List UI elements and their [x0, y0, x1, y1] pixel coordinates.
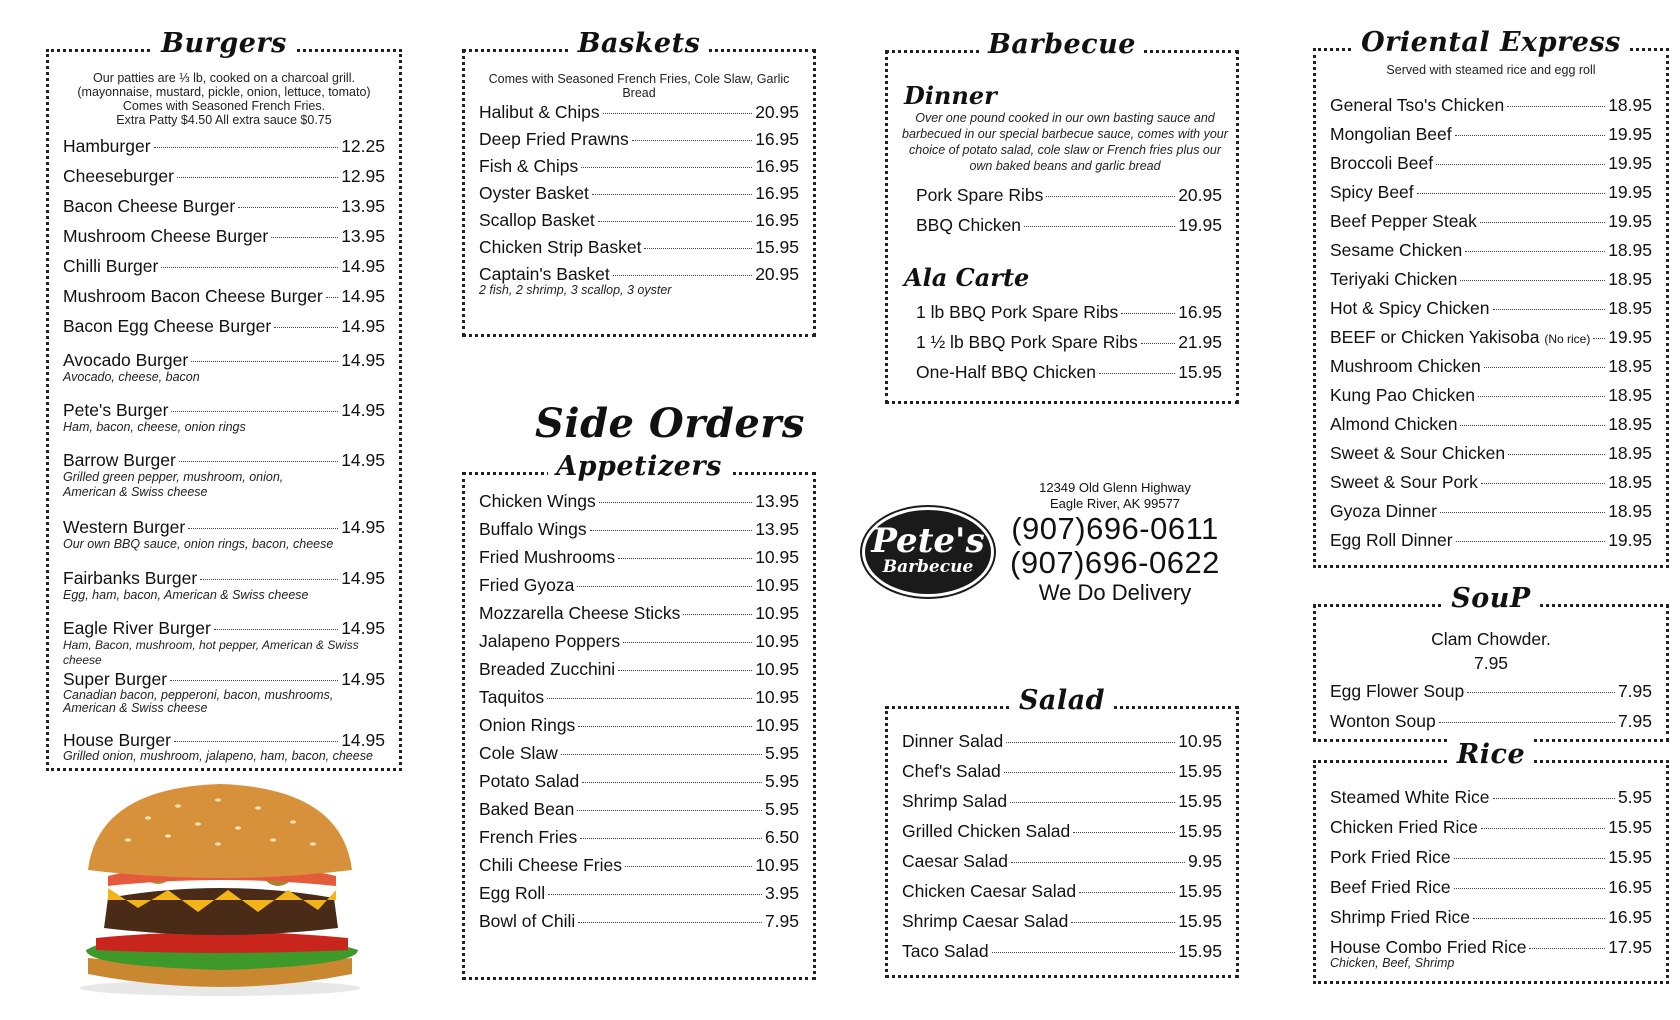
menu-item: BBQ Chicken 19.95 [916, 215, 1222, 235]
menu-item: Sesame Chicken 18.95 [1330, 240, 1652, 260]
dot-leader [581, 167, 752, 168]
dot-leader [154, 147, 339, 148]
dot-leader [1440, 512, 1605, 513]
menu-item: Buffalo Wings 13.95 [479, 519, 799, 539]
appetizers-section [462, 451, 816, 980]
alacarte-heading: Ala Carte [904, 263, 1030, 292]
dot-leader [1481, 483, 1605, 484]
dot-leader [177, 177, 338, 178]
menu-item: Baked Bean 5.95 [479, 799, 799, 819]
dot-leader [618, 670, 752, 671]
dot-leader [683, 614, 752, 615]
dot-leader [578, 922, 762, 923]
menu-item: Mozzarella Cheese Sticks 10.95 [479, 603, 799, 623]
delivery-note: We Do Delivery [1038, 580, 1192, 605]
menu-item: Fried Gyoza 10.95 [479, 575, 799, 595]
menu-item: Bacon Cheese Burger 13.95 [63, 196, 385, 216]
dot-leader [200, 579, 338, 580]
dinner-heading: Dinner [904, 81, 997, 110]
dot-leader [271, 237, 338, 238]
appetizers-title: Appetizers [548, 451, 730, 482]
menu-item: Almond Chicken 18.95 [1330, 414, 1652, 434]
menu-item: Chef's Salad 15.95 [902, 761, 1222, 781]
dot-leader [1141, 343, 1175, 344]
barbecue-title: Barbecue [980, 29, 1144, 60]
item-description: Canadian bacon, pepperoni, bacon, mushrooms, [63, 688, 334, 702]
dot-leader [1046, 196, 1175, 197]
dot-leader [1460, 425, 1605, 426]
menu-item: Mushroom Bacon Cheese Burger 14.95 [63, 286, 385, 306]
menu-item: French Fries 6.50 [479, 827, 799, 847]
dot-leader [1010, 802, 1175, 803]
menu-item: Teriyaki Chicken 18.95 [1330, 269, 1652, 289]
menu-item: Western Burger 14.95 Our own BBQ sauce, onion rings, bacon, cheese [63, 517, 385, 551]
item-description: Grilled onion, mushroom, jalapeno, ham, bacon, cheese [63, 749, 373, 763]
dot-leader [1011, 862, 1185, 863]
menu-item: Barrow Burger 14.95 Grilled green pepper, mushroom, onion, American & Swiss cheese [63, 450, 385, 499]
menu-item: Chicken Fried Rice 15.95 [1330, 817, 1652, 837]
menu-item: Pork Spare Ribs 20.95 [916, 185, 1222, 205]
dot-leader [170, 680, 338, 681]
dot-leader [613, 275, 752, 276]
dot-leader [1508, 454, 1605, 455]
salad-section [885, 685, 1239, 978]
menu-item: Egg Flower Soup 7.95 [1330, 681, 1652, 701]
menu-item: Fairbanks Burger 14.95 Egg, ham, bacon, American & Swiss cheese [63, 568, 385, 602]
menu-item: House Burger 14.95 Grilled onion, mushroom, jalapeno, ham, bacon, cheese [63, 730, 385, 763]
burgers-intro: Our patties are ⅓ lb, cooked on a charcoal grill. (mayonnaise, mustard, pickle, onion, lettuce, tomato) Comes with Seasoned French Fries. Extra Patty $4.50 All extra sauce $0.75 [77, 71, 371, 127]
dot-leader [1073, 832, 1175, 833]
dot-leader [598, 221, 752, 222]
burgers-section [46, 28, 402, 771]
baskets-title: Baskets [570, 28, 709, 59]
dot-leader [1493, 309, 1606, 310]
menu-item: BEEF or Chicken Yakisoba (No rice) 19.95 [1330, 327, 1652, 347]
menu-item: Gyoza Dinner 18.95 [1330, 501, 1652, 521]
clam-chowder-name: Clam Chowder. [1431, 629, 1551, 649]
dot-leader [1454, 858, 1606, 859]
dot-leader [238, 207, 338, 208]
dot-leader [625, 866, 752, 867]
item-description: Egg, ham, bacon, American & Swiss cheese [63, 588, 309, 602]
baskets-section [462, 28, 816, 337]
address-line: 12349 Old Glenn Highway [1039, 480, 1191, 495]
menu-item: 1 lb BBQ Pork Spare Ribs 16.95 [916, 302, 1222, 322]
dot-leader [1456, 541, 1606, 542]
dot-leader [599, 502, 752, 503]
menu-item: Breaded Zucchini 10.95 [479, 659, 799, 679]
dot-leader [548, 894, 762, 895]
item-description: American & Swiss cheese [63, 485, 208, 499]
dot-leader [1079, 892, 1175, 893]
dot-leader [623, 642, 752, 643]
dot-leader [577, 586, 752, 587]
oriental-express-title: Oriental Express [1353, 27, 1629, 58]
menu-item: Super Burger 14.95 Canadian bacon, pepperoni, bacon, mushrooms, American & Swiss cheese [63, 669, 385, 715]
menu-item: Fried Mushrooms 10.95 [479, 547, 799, 567]
dot-leader [174, 741, 338, 742]
dot-leader [1484, 367, 1605, 368]
menu-item: General Tso's Chicken 18.95 [1330, 95, 1652, 115]
item-description: Avocado, cheese, bacon [63, 370, 200, 384]
dot-leader [632, 140, 752, 141]
dot-leader [580, 838, 762, 839]
menu-item: Taquitos 10.95 [479, 687, 799, 707]
phone-number: (907)696-0622 [1010, 545, 1220, 580]
menu-item: Chicken Strip Basket 15.95 [479, 237, 799, 257]
dot-leader [1121, 313, 1175, 314]
menu-item: House Combo Fried Rice 17.95 Chicken, Beef, Shrimp [1330, 937, 1652, 970]
dot-leader [191, 361, 338, 362]
rice-title: Rice [1449, 739, 1533, 770]
menu-item: Taco Salad 15.95 [902, 941, 1222, 961]
menu-item: Scallop Basket 16.95 [479, 210, 799, 230]
burgers-title: Burgers [153, 28, 295, 59]
dot-leader [1024, 226, 1175, 227]
dot-leader [561, 754, 762, 755]
menu-item: Sweet & Sour Pork 18.95 [1330, 472, 1652, 492]
dot-leader [274, 327, 338, 328]
salad-title: Salad [1011, 685, 1113, 716]
menu-item: Fish & Chips 16.95 [479, 156, 799, 176]
dot-leader [1493, 798, 1615, 799]
dot-leader [1473, 918, 1605, 919]
menu-item: One-Half BBQ Chicken 15.95 [916, 362, 1222, 382]
dot-leader [1529, 948, 1605, 949]
item-description: Ham, Bacon, mushroom, hot pepper, American & Swiss cheese [63, 638, 359, 667]
dot-leader [1417, 193, 1606, 194]
item-description: Grilled green pepper, mushroom, onion, [63, 470, 284, 484]
menu-item: Grilled Chicken Salad 15.95 [902, 821, 1222, 841]
dot-leader [188, 528, 338, 529]
menu-item: Beef Fried Rice 16.95 [1330, 877, 1652, 897]
dot-leader [171, 411, 338, 412]
menu-item: Jalapeno Poppers 10.95 [479, 631, 799, 651]
menu-item: Bacon Egg Cheese Burger 14.95 [63, 316, 385, 336]
menu-item: Cheeseburger 12.95 [63, 166, 385, 186]
oriental-intro: Served with steamed rice and egg roll [1386, 63, 1596, 77]
dot-leader [161, 267, 338, 268]
item-description: American & Swiss cheese [63, 701, 208, 715]
dot-leader [1006, 742, 1175, 743]
dot-leader [1467, 692, 1615, 693]
menu-item: Chilli Burger 14.95 [63, 256, 385, 276]
menu-item: Egg Roll Dinner 19.95 [1330, 530, 1652, 550]
menu-item: Eagle River Burger 14.95 Ham, Bacon, mushroom, hot pepper, American & Swiss cheese [63, 618, 385, 667]
menu-item: Cole Slaw 5.95 [479, 743, 799, 763]
item-description: Our own BBQ sauce, onion rings, bacon, cheese [63, 537, 334, 551]
menu-item: Oyster Basket 16.95 [479, 183, 799, 203]
menu-item: Chili Cheese Fries 10.95 [479, 855, 799, 875]
rice-section [1313, 739, 1669, 984]
menu-item: Beef Pepper Steak 19.95 [1330, 211, 1652, 231]
dot-leader [1465, 251, 1605, 252]
dot-leader [618, 558, 752, 559]
menu-item: Halibut & Chips 20.95 [479, 102, 799, 122]
soup-section [1313, 583, 1669, 742]
dot-leader [590, 530, 753, 531]
dot-leader [603, 113, 753, 114]
dot-leader [644, 248, 752, 249]
menu-item: Deep Fried Prawns 16.95 [479, 129, 799, 149]
dot-leader [1481, 828, 1605, 829]
menu-item: Dinner Salad 10.95 [902, 731, 1222, 751]
dot-leader [578, 726, 752, 727]
baskets-intro: Comes with Seasoned French Fries, Cole Slaw, Garlic Bread [488, 72, 790, 100]
item-description: 2 fish, 2 shrimp, 3 scallop, 3 oyster [479, 283, 672, 297]
clam-chowder-price: 7.95 [1473, 653, 1509, 673]
side-orders-heading: Side Orders [535, 400, 805, 447]
menu-item: Shrimp Salad 15.95 [902, 791, 1222, 811]
menu-item: Pork Fried Rice 15.95 [1330, 847, 1652, 867]
dot-leader [1004, 772, 1176, 773]
menu-item: Onion Rings 10.95 [479, 715, 799, 735]
menu-item: Avocado Burger 14.95 Avocado, cheese, bacon [63, 350, 385, 384]
menu-item: Shrimp Fried Rice 16.95 [1330, 907, 1652, 927]
menu-item: Mushroom Chicken 18.95 [1330, 356, 1652, 376]
menu-item: Mongolian Beef 19.95 [1330, 124, 1652, 144]
dot-leader [547, 698, 752, 699]
menu-item: Steamed White Rice 5.95 [1330, 787, 1652, 807]
menu-item: 1 ½ lb BBQ Pork Spare Ribs 21.95 [916, 332, 1222, 352]
item-description: Chicken, Beef, Shrimp [1330, 956, 1455, 970]
dot-leader [577, 810, 762, 811]
dot-leader [992, 952, 1176, 953]
oriental-express-section [1313, 27, 1669, 568]
dot-leader [1593, 338, 1605, 339]
menu-item: Chicken Caesar Salad 15.95 [902, 881, 1222, 901]
phone-number: (907)696-0611 [1011, 511, 1219, 546]
menu-item: Sweet & Sour Chicken 18.95 [1330, 443, 1652, 463]
menu-item: Potato Salad 5.95 [479, 771, 799, 791]
dot-leader [1455, 135, 1606, 136]
dot-leader [1436, 164, 1605, 165]
menu-item: Hot & Spicy Chicken 18.95 [1330, 298, 1652, 318]
menu-item: Egg Roll 3.95 [479, 883, 799, 903]
barbecue-section [885, 29, 1239, 404]
dinner-description: Over one pound cooked in our own basting sauce and barbecued in our special barbecue sauce, comes with your choice of potato salad, cole slaw or French fries plus our own baked beans and garlic bread [902, 111, 1228, 173]
menu-item: Spicy Beef 19.95 [1330, 182, 1652, 202]
menu-item: Captain's Basket 20.95 2 fish, 2 shrimp, 3 scallop, 3 oyster [479, 264, 799, 297]
dot-leader [1439, 722, 1615, 723]
dot-leader [1099, 373, 1175, 374]
menu-item: Mushroom Cheese Burger 13.95 [63, 226, 385, 246]
burger-photo [68, 778, 372, 998]
dot-leader [1071, 922, 1175, 923]
dot-leader [1480, 222, 1605, 223]
menu-item: Wonton Soup 7.95 [1330, 711, 1652, 731]
menu-item: Kung Pao Chicken 18.95 [1330, 385, 1652, 405]
item-note: (No rice) [1544, 332, 1591, 346]
petes-barbecue-logo: Pete's Barbecue [862, 507, 994, 597]
dot-leader [179, 461, 338, 462]
address-line: Eagle River, AK 99577 [1049, 496, 1181, 511]
menu-item: Bowl of Chili 7.95 [479, 911, 799, 931]
menu-item: Hamburger 12.25 [63, 136, 385, 156]
contact-info [1000, 480, 1230, 606]
dot-leader [1478, 396, 1605, 397]
menu-item: Chicken Wings 13.95 [479, 491, 799, 511]
dot-leader [1454, 888, 1606, 889]
menu-item: Broccoli Beef 19.95 [1330, 153, 1652, 173]
dot-leader [214, 629, 338, 630]
soup-title: SouP [1443, 583, 1538, 614]
dot-leader [1507, 106, 1605, 107]
dot-leader [592, 194, 752, 195]
menu-item: Caesar Salad 9.95 [902, 851, 1222, 871]
item-description: Ham, bacon, cheese, onion rings [63, 420, 246, 434]
menu-item: Pete's Burger 14.95 Ham, bacon, cheese, onion rings [63, 400, 385, 434]
dot-leader [1460, 280, 1605, 281]
dot-leader [326, 297, 338, 298]
menu-item: Shrimp Caesar Salad 15.95 [902, 911, 1222, 931]
dot-leader [582, 782, 762, 783]
